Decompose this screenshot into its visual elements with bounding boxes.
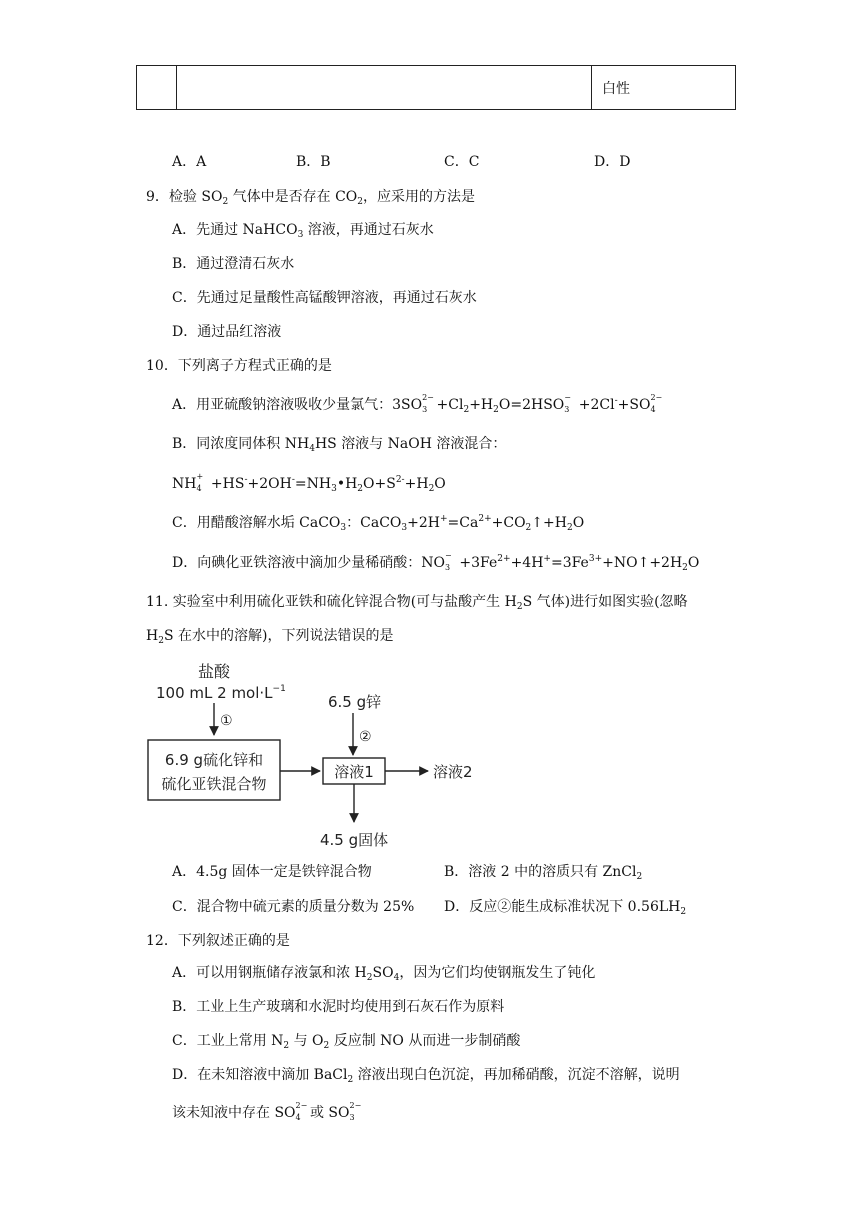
q11-option-b[interactable]: B．溶液 2 中的溶质只有 ZnCl$_2$ xyxy=(444,864,643,882)
q12-option-d-line2: 该未知液中存在 SO 2− 4 或 SO 2− 3 xyxy=(172,1101,362,1122)
step1-marker: ① xyxy=(220,713,233,729)
experiment-flow-diagram xyxy=(140,655,620,855)
table-cell-text: 白性 xyxy=(602,80,630,97)
q11-option-c[interactable]: C．混合物中硫元素的质量分数为 25% xyxy=(172,899,415,915)
q10-stem: 10．下列离子方程式正确的是 xyxy=(146,358,332,374)
q11-stem-line2: $H_2S$ 在水中的溶解)，下列说法错误的是 xyxy=(146,628,394,646)
mixture-box-line1: 6.9 g硫化锌和 xyxy=(164,751,264,769)
q12-stem: 12．下列叙述正确的是 xyxy=(146,933,290,949)
solid-label: 4.5 g固体 xyxy=(320,831,389,849)
q9-option-d[interactable]: D．通过品红溶液 xyxy=(172,324,282,340)
q8-option-a[interactable]: A．A xyxy=(172,154,207,170)
acid-amount: 100 mL 2 $mol\cdot L^{-1}$ xyxy=(156,684,286,702)
zinc-label: 6.5 g锌 xyxy=(328,693,382,711)
table-cell xyxy=(177,66,592,110)
q10-option-b[interactable]: B．同浓度同体积 $NH_4HS$ 溶液与 NaOH 溶液混合： xyxy=(172,436,507,454)
solution1-label: 溶液1 xyxy=(334,763,374,781)
q9-option-c[interactable]: C．先通过足量酸性高锰酸钾溶液，再通过石灰水 xyxy=(172,290,477,306)
q8-option-b[interactable]: B．B xyxy=(296,154,331,170)
q11-stem-line1: 11. 实验室中利用硫化亚铁和硫化锌混合物(可与盐酸产生 $H_2S$ 气体)进行如图实验(忽略 xyxy=(146,594,688,612)
answer-table-fragment xyxy=(136,65,736,110)
mixture-box-line2: 硫化亚铁混合物 xyxy=(161,775,267,793)
q10-option-d[interactable]: D．向碘化亚铁溶液中滴加少量稀硝酸：NO − 3 $+3Fe^{2+}+4H^+=3Fe^{3+}+NO↑+2H_2O$ xyxy=(172,551,700,573)
acid-label: 盐酸 xyxy=(198,662,231,681)
q12-option-b[interactable]: B．工业上生产玻璃和水泥时均使用到石灰石作为原料 xyxy=(172,999,505,1015)
q10-option-a[interactable]: A．用亚硫酸钠溶液吸收少量氯气：3SO 2− 3 $+Cl_2+H_2O=2HSO$ − 3 +2Cl-+SO 2− 4 xyxy=(172,393,663,415)
table-cell xyxy=(592,66,736,110)
solution2-label: 溶液2 xyxy=(433,763,473,781)
q12-option-d[interactable]: D．在未知溶液中滴加 BaCl$_2$ 溶液出现白色沉淀，再加稀硝酸，沉淀不溶解，说明 xyxy=(172,1067,680,1085)
q8-option-d[interactable]: D．D xyxy=(594,154,631,170)
q9-stem: 9．检验 $SO_2$ 气体中是否存在 $CO_2$，应采用的方法是 xyxy=(146,189,475,207)
q11-option-a[interactable]: A．4.5g 固体一定是铁锌混合物 xyxy=(172,864,372,880)
table-cell xyxy=(137,66,177,110)
step2-marker: ② xyxy=(359,729,372,745)
q12-option-a[interactable]: A．可以用钢瓶储存液氯和浓 $H_2SO_4$，因为它们均使钢瓶发生了钝化 xyxy=(172,965,596,983)
q10-option-b-equation: NH + 4 $+HS^-+2OH^-=NH_3•H_2O+S^{2-}+H_2O$ xyxy=(172,472,446,494)
q9-option-a[interactable]: A．先通过 NaHCO$_3$ 溶液，再通过石灰水 xyxy=(172,222,434,240)
q12-option-c[interactable]: C．工业上常用 $N_2$ 与 $O_2$ 反应制 NO 从而进一步制硝酸 xyxy=(172,1033,521,1051)
q9-option-b[interactable]: B．通过澄清石灰水 xyxy=(172,256,295,272)
q10-option-c[interactable]: C．用醋酸溶解水垢 CaCO$_3$：$CaCO_3+2H^+=Ca^{2+}+CO_2↑+H_2O$ xyxy=(172,514,585,533)
q11-option-d[interactable]: D．反应②能生成标准状况下 $0.56LH_2$ xyxy=(444,899,687,917)
q8-option-c[interactable]: C．C xyxy=(444,154,480,170)
